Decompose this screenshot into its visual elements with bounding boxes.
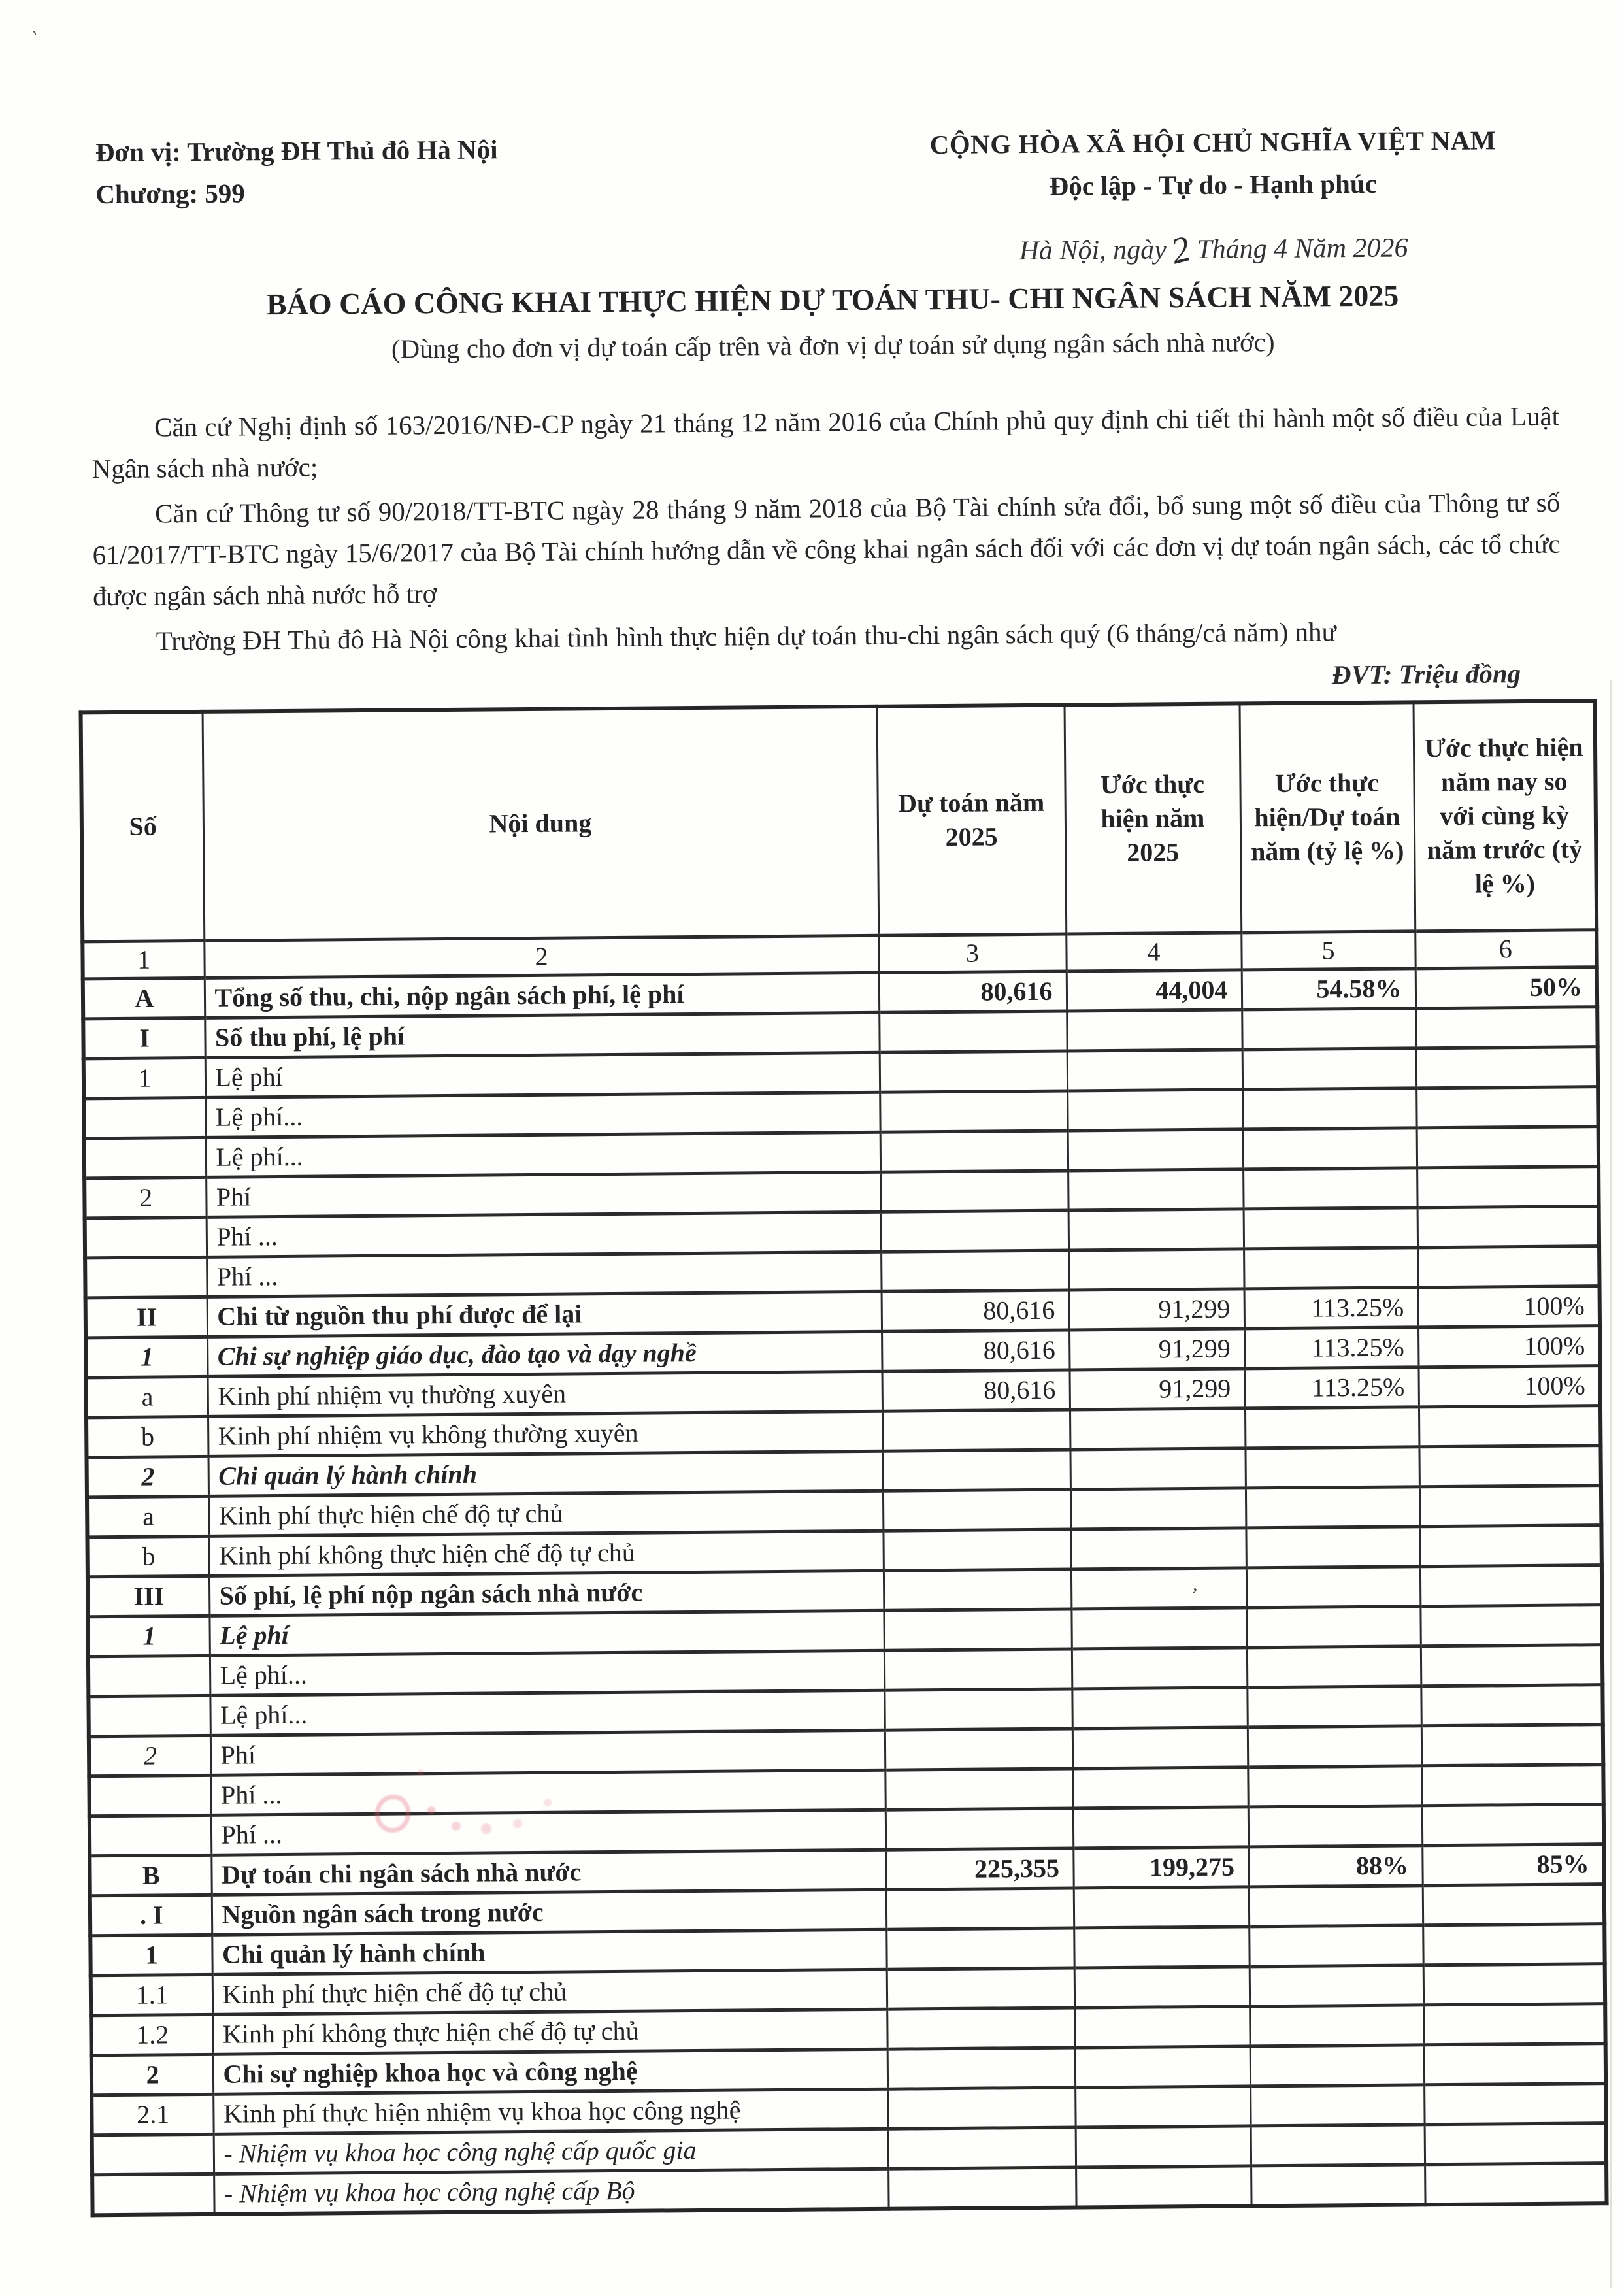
cell-c5: 113.25%	[1244, 1367, 1418, 1408]
column-number-cell: 6	[1415, 929, 1597, 968]
scan-tick-artifact: ʼ	[1189, 1584, 1199, 1606]
cell-c3	[885, 1729, 1072, 1770]
cell-c6	[1419, 1405, 1600, 1446]
cell-so	[88, 1695, 210, 1736]
cell-c6: 50%	[1415, 967, 1597, 1008]
report-title: BÁO CÁO CÔNG KHAI THỰC HIỆN DỰ TOÁN THU- CHI NGÂN SÁCH NĂM 2025	[266, 278, 1399, 322]
cell-so: a	[86, 1376, 208, 1417]
cell-c3	[880, 1131, 1068, 1172]
cell-so	[84, 1137, 206, 1178]
cell-so	[89, 1775, 210, 1816]
legal-basis-section	[91, 396, 1561, 663]
cell-label: Kinh phí nhiệm vụ thường xuyên	[208, 1371, 882, 1416]
cell-so	[92, 2174, 214, 2215]
cell-c5	[1246, 1486, 1419, 1527]
cell-label: Kinh phí không thực hiện chế độ tự chủ	[212, 2009, 887, 2054]
national-motto-line: Độc lập - Tự do - Hạnh phúc	[1049, 168, 1378, 201]
cell-c5	[1242, 1088, 1416, 1129]
table-head	[81, 701, 1597, 978]
issuing-unit-block	[74, 125, 838, 215]
cell-c3	[887, 2007, 1074, 2048]
cell-label: Nguồn ngân sách trong nước	[212, 1889, 886, 1935]
cell-c6	[1420, 1605, 1602, 1646]
cell-so: . I	[90, 1895, 212, 1935]
cell-so	[92, 2134, 214, 2174]
cell-c4	[1074, 1966, 1250, 2007]
cell-label: Lệ phí	[209, 1610, 884, 1655]
cell-so: b	[86, 1416, 208, 1457]
cell-label: Phí	[210, 1730, 885, 1775]
cell-c6	[1417, 1206, 1599, 1247]
cell-so: 2	[89, 1735, 210, 1776]
cell-c6: 100%	[1418, 1325, 1600, 1367]
cell-c4: 91,299	[1069, 1328, 1244, 1369]
cell-c3	[887, 1967, 1074, 2008]
cell-c4	[1070, 1408, 1245, 1449]
cell-c5	[1248, 1725, 1421, 1767]
header-cell-uoc-thuc-hien-2025: Ước thực hiện năm 2025	[1065, 703, 1242, 933]
cell-c6	[1419, 1445, 1600, 1486]
cell-c6	[1417, 1246, 1599, 1287]
cell-label: Lệ phí...	[206, 1132, 880, 1177]
cell-so	[85, 1217, 207, 1257]
cell-label: Lệ phí...	[210, 1690, 884, 1735]
cell-c6	[1417, 1166, 1598, 1207]
cell-c5	[1247, 1686, 1421, 1727]
cell-so: a	[87, 1496, 208, 1537]
cell-label: Phí	[206, 1172, 880, 1217]
column-number-cell: 5	[1241, 931, 1415, 969]
cell-label: Lệ phí...	[205, 1092, 880, 1137]
cell-so	[88, 1655, 210, 1696]
cell-c4	[1072, 1727, 1248, 1768]
cell-c5	[1250, 2084, 1424, 2125]
cell-so	[85, 1257, 207, 1297]
cell-c5	[1246, 1606, 1420, 1647]
cell-c3	[884, 1689, 1072, 1730]
cell-c3	[882, 1450, 1070, 1491]
cell-so: 2.1	[91, 2094, 213, 2135]
cell-c6	[1416, 1086, 1598, 1127]
cell-c6	[1423, 1963, 1605, 2005]
cell-c4	[1070, 1488, 1246, 1529]
cell-so: II	[86, 1297, 207, 1337]
cell-c6	[1421, 1644, 1602, 1686]
cell-so: I	[83, 1018, 205, 1058]
cell-label: Tổng số thu, chi, nộp ngân sách phí, lệ phí	[205, 973, 879, 1018]
cell-so: 1.2	[91, 2014, 212, 2055]
cell-c4: 199,275	[1073, 1846, 1248, 1888]
cell-c6: 100%	[1418, 1286, 1600, 1327]
cell-so: B	[90, 1855, 211, 1895]
cell-c4	[1067, 1049, 1242, 1090]
cell-c5	[1246, 1566, 1420, 1607]
cell-label: Kinh phí thực hiện chế độ tự chủ	[212, 1969, 887, 2014]
cell-c5	[1248, 1765, 1421, 1806]
cell-c5: 113.25%	[1244, 1287, 1418, 1328]
cell-c3	[880, 1171, 1068, 1212]
date-suffix: Tháng 4 Năm 2026	[1197, 233, 1408, 265]
cell-c3	[881, 1210, 1068, 1252]
cell-so	[90, 1815, 211, 1855]
cell-label: Dự toán chi ngân sách nhà nước	[211, 1850, 885, 1895]
cell-c6	[1420, 1565, 1602, 1606]
cell-c3: 80,616	[882, 1330, 1069, 1371]
cell-c4	[1071, 1607, 1246, 1648]
cell-so: 1	[88, 1616, 209, 1656]
cell-c3: 80,616	[882, 1370, 1070, 1411]
cell-label: Kinh phí thực hiện nhiệm vụ khoa học công nghệ	[213, 2089, 887, 2134]
cell-c4	[1068, 1169, 1243, 1210]
column-number-cell: 3	[878, 934, 1066, 973]
cell-c5	[1245, 1406, 1419, 1448]
cell-c6	[1424, 2043, 1606, 2084]
cell-c4	[1072, 1647, 1247, 1688]
scan-corner-artifact: `	[25, 27, 40, 52]
chapter-line: Chương: 599	[95, 178, 245, 210]
cell-c4	[1070, 1448, 1245, 1489]
column-number-cell: 4	[1066, 932, 1241, 971]
cell-c5	[1249, 1885, 1423, 1926]
cell-c6	[1421, 1764, 1603, 1805]
cell-c3	[885, 1769, 1072, 1810]
cell-c3	[884, 1609, 1071, 1650]
cell-label: - Nhiệm vụ khoa học công nghệ cấp Bộ	[214, 2169, 888, 2214]
cell-label: Số thu phí, lệ phí	[205, 1012, 879, 1057]
cell-c4	[1068, 1129, 1243, 1170]
cell-so: 1	[90, 1935, 212, 1975]
cell-c5	[1250, 2044, 1424, 2086]
cell-so: b	[87, 1536, 208, 1576]
report-subtitle: (Dùng cho đơn vị dự toán cấp trên và đơn vị dự toán sử dụng ngân sách nhà nước)	[391, 327, 1275, 364]
cell-c4	[1073, 1806, 1248, 1848]
header-cell-du-toan-2025: Dự toán năm 2025	[877, 705, 1067, 935]
cell-so: A	[83, 978, 205, 1018]
cell-c5: 54.58%	[1242, 968, 1415, 1009]
column-number-cell: 2	[204, 935, 878, 978]
cell-c5	[1248, 1805, 1422, 1846]
national-header-block	[837, 120, 1590, 272]
cell-c6	[1425, 2163, 1606, 2204]
cell-so: 1.1	[91, 1974, 212, 2015]
cell-c5	[1243, 1127, 1417, 1169]
cell-c4	[1072, 1767, 1248, 1808]
cell-c3	[883, 1529, 1070, 1571]
cell-c5	[1250, 1965, 1423, 2006]
cell-so: 1	[86, 1337, 207, 1377]
cell-c3	[886, 1927, 1074, 1969]
cell-c4	[1074, 1886, 1249, 1927]
date-prefix: Hà Nội, ngày	[1019, 235, 1167, 267]
cell-c6	[1423, 1923, 1604, 1965]
budget-table	[79, 699, 1609, 2217]
header-cell-so-voi-cung-ky: Ước thực hiện năm nay so với cùng kỳ năm trước (tỷ lệ %)	[1414, 701, 1597, 931]
header-cell-noi-dung: Nội dung	[203, 707, 879, 940]
cell-c4	[1068, 1248, 1244, 1289]
cell-so: 1	[84, 1057, 205, 1098]
cell-label: Chi quản lý hành chính	[212, 1929, 886, 1974]
cell-c4	[1068, 1208, 1244, 1250]
cell-c5	[1250, 2005, 1423, 2046]
cell-c4	[1067, 1089, 1242, 1130]
legal-basis-paragraph-2: Căn cứ Thông tư số 90/2018/TT-BTC ngày 28 tháng 9 năm 2018 của Bộ Tài chính sửa đổi, bổ sung một số điều của Thông tư số 61/2017/TT-BTC ngày 15/6/2017 của Bộ Tài chính hướng dẫn về công khai ngân sách đối với các đơn vị dự toán ngân sách, các tổ chức được ngân sách nhà nước hỗ trợ	[92, 487, 1561, 612]
cell-c6	[1419, 1525, 1601, 1566]
cell-c5	[1249, 1925, 1423, 1966]
cell-c5: 113.25%	[1244, 1327, 1418, 1368]
cell-c3	[880, 1091, 1067, 1132]
cell-label: Lệ phí	[205, 1052, 880, 1097]
cell-c5	[1243, 1167, 1417, 1208]
cell-c3	[885, 1808, 1073, 1850]
cell-label: Phí ...	[211, 1810, 885, 1855]
cell-c5	[1242, 1008, 1415, 1049]
cell-label: Chi quản lý hành chính	[208, 1451, 883, 1496]
cell-c4	[1072, 1687, 1247, 1728]
header-cell-ty-le-du-toan: Ước thực hiện/Dự toán năm (tỷ lệ %)	[1240, 702, 1415, 932]
cell-c6	[1419, 1485, 1601, 1526]
date-line	[838, 227, 1589, 272]
cell-c4	[1074, 2006, 1250, 2047]
cell-c5	[1244, 1207, 1417, 1248]
cell-c3	[879, 1011, 1067, 1052]
cell-c3	[887, 2087, 1075, 2128]
cell-c3	[882, 1410, 1070, 1451]
announcement-paragraph: Trường ĐH Thủ đô Hà Nội công khai tình hình thực hiện dự toán thu-chi ngân sách quý (6 tháng/cả năm) như	[156, 616, 1336, 656]
cell-c5	[1244, 1247, 1417, 1288]
cell-label: Kinh phí không thực hiện chế độ tự chủ	[208, 1531, 883, 1576]
cell-c6	[1425, 2123, 1606, 2164]
cell-label: Phí ...	[210, 1770, 885, 1815]
cell-c5	[1246, 1526, 1419, 1567]
document-header	[74, 120, 1590, 278]
cell-c5	[1251, 2164, 1425, 2206]
cell-c4	[1070, 1527, 1246, 1569]
cell-label: Phí ...	[207, 1212, 881, 1257]
cell-c3: 225,355	[885, 1848, 1073, 1889]
org-unit-line: Đơn vị: Trường ĐH Thủ đô Hà Nội	[95, 134, 498, 168]
cell-c6	[1421, 1724, 1603, 1765]
cell-c6: 100%	[1418, 1365, 1600, 1406]
cell-label: Kinh phí nhiệm vụ không thường xuyên	[208, 1411, 882, 1456]
cell-c6	[1421, 1684, 1602, 1725]
cell-c6	[1417, 1126, 1598, 1167]
cell-c5	[1247, 1646, 1421, 1687]
cell-c4	[1075, 2046, 1250, 2087]
cell-c5	[1251, 2124, 1425, 2165]
cell-c3	[886, 1888, 1074, 1929]
cell-c6: 85%	[1422, 1844, 1604, 1885]
cell-c6	[1424, 2083, 1606, 2124]
cell-c6	[1423, 1884, 1604, 1925]
cell-c3: 80,616	[879, 971, 1067, 1012]
cell-c4	[1076, 2165, 1251, 2207]
cell-so: 2	[91, 2054, 213, 2095]
unit-note: ĐVT: Triệu đồng	[1331, 658, 1521, 690]
cell-so	[84, 1097, 205, 1138]
cell-c6	[1415, 1007, 1597, 1048]
cell-c3	[883, 1489, 1070, 1531]
cell-so: III	[88, 1576, 209, 1616]
cell-c3: 80,616	[882, 1290, 1069, 1331]
cell-label: Chi sự nghiệp giáo dục, đào tạo và dạy nghề	[207, 1331, 882, 1376]
cell-label: Kinh phí thực hiện chế độ tự chủ	[208, 1491, 883, 1536]
table-header-row	[81, 701, 1597, 941]
cell-c3	[880, 1051, 1067, 1092]
scan-edge-line	[1610, 680, 1612, 2288]
cell-c6	[1416, 1046, 1598, 1088]
cell-c4	[1074, 1926, 1249, 1967]
cell-c3	[888, 2127, 1076, 2168]
cell-label: - Nhiệm vụ khoa học công nghệ cấp quốc gia	[214, 2129, 888, 2174]
cell-c3	[884, 1649, 1072, 1690]
table-body	[83, 967, 1607, 2215]
cell-c4: 91,299	[1070, 1368, 1245, 1409]
cell-c4	[1071, 1567, 1246, 1608]
cell-c4: 91,299	[1069, 1288, 1244, 1329]
cell-c3	[887, 2047, 1075, 2088]
header-cell-so: Số	[81, 712, 205, 941]
cell-label: Chi sự nghiệp khoa học và công nghệ	[213, 2049, 887, 2094]
cell-c4	[1067, 1009, 1242, 1050]
cell-c6	[1423, 2003, 1605, 2044]
cell-c3	[881, 1250, 1068, 1291]
cell-c6	[1422, 1804, 1604, 1845]
handwritten-day: 2	[1166, 228, 1195, 273]
cell-label: Phí ...	[207, 1252, 881, 1297]
cell-label: Chi từ nguồn thu phí được để lại	[207, 1291, 882, 1337]
cell-c5	[1245, 1446, 1419, 1488]
cell-so: 2	[84, 1177, 206, 1218]
cell-c4: 44,004	[1067, 969, 1242, 1010]
cell-so: 2	[87, 1456, 208, 1497]
cell-c4	[1076, 2125, 1251, 2167]
column-number-cell: 1	[82, 940, 204, 978]
cell-c4	[1075, 2086, 1250, 2127]
cell-label: Số phí, lệ phí nộp ngân sách nhà nước	[209, 1571, 884, 1616]
cell-c3	[884, 1569, 1071, 1610]
cell-c5	[1242, 1048, 1416, 1089]
legal-basis-paragraph-1: Căn cứ Nghị định số 163/2016/NĐ-CP ngày 21 tháng 12 năm 2016 của Chính phủ quy định chi tiết thi hành một số điều của Luật Ngân sách nhà nước;	[91, 401, 1560, 484]
cell-c5: 88%	[1248, 1845, 1422, 1886]
cell-c3	[888, 2167, 1076, 2208]
cell-label: Lệ phí...	[210, 1650, 884, 1695]
national-name-line: CỘNG HÒA XÃ HỘI CHỦ NGHĨA VIỆT NAM	[929, 125, 1497, 160]
